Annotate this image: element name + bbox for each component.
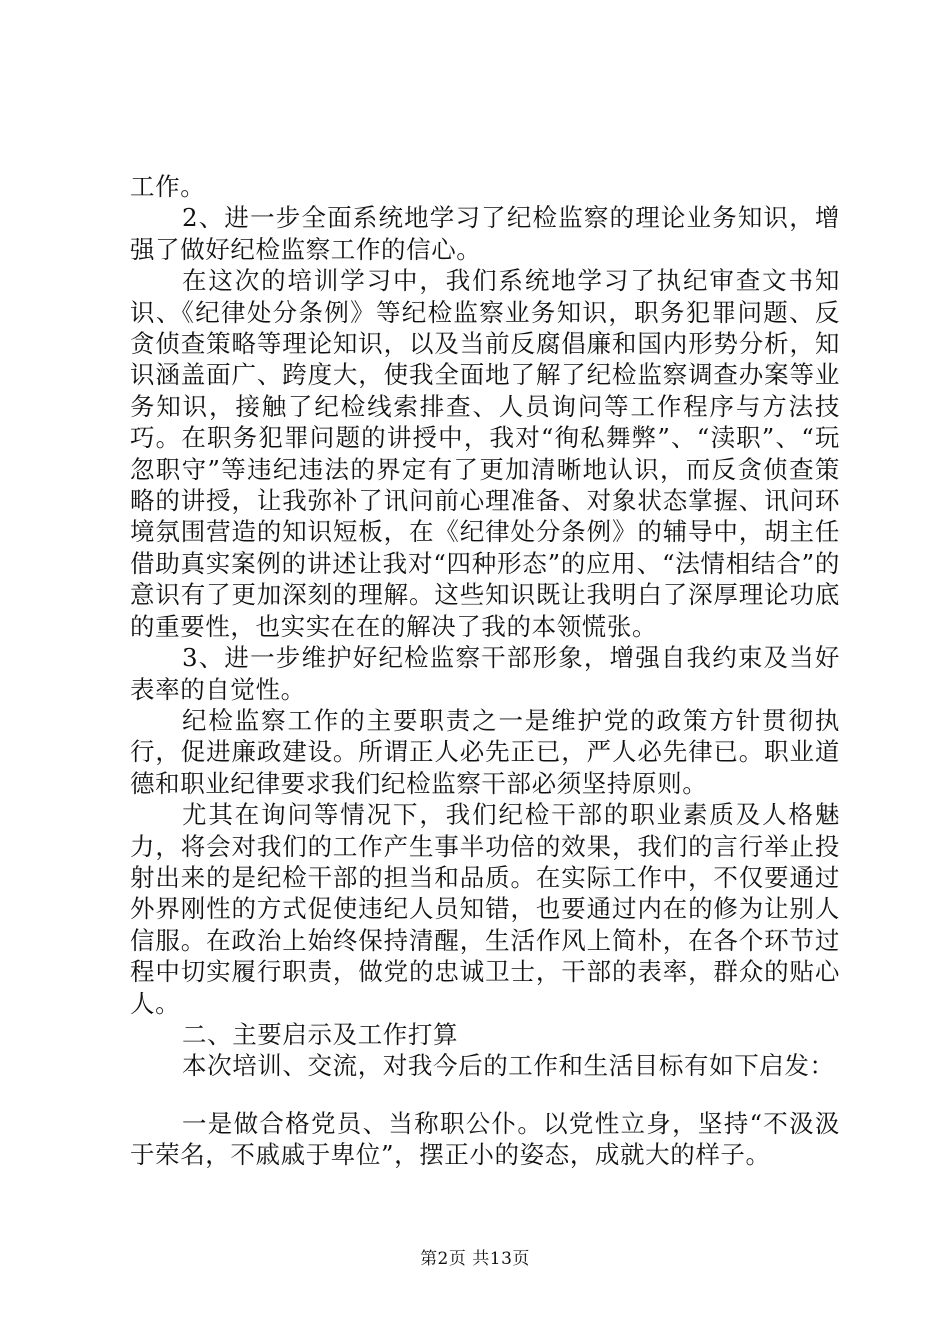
page-number-footer: 第2页 共13页 [420, 1249, 530, 1269]
paragraph-continuation: 工作。 [130, 172, 206, 201]
paragraph-point-one: 一是做合格党员、当称职公仆。以党性立身，坚持“不汲汲于荣名，不戚戚于卑位”，摆正小的姿态，成就大的样子。 [130, 1108, 840, 1170]
heading-item-2: 2、进一步全面系统地学习了纪检监察的理论业务知识，增强了做好纪检监察工作的信心。 [130, 203, 840, 264]
paragraph-main-duties: 纪检监察工作的主要职责之一是维护党的政策方针贯彻执行，促进廉政建设。所谓正人必先正已，严人必先律已。职业道德和职业纪律要求我们纪检监察干部必须坚持原则。 [130, 705, 840, 798]
paragraph-training-content: 在这次的培训学习中，我们系统地学习了执纪审查文书知识、《纪律处分条例》等纪检监察业务知识，职务犯罪问题、反贪侦查策略等理论知识，以及当前反腐倡廉和国内形势分析，知识涵盖面广、跨度大，使我全面地了解了纪检监察调查办案等业务知识，接触了纪检线索排查、人员询问等工作程序与方法技巧。在职务犯罪问题的讲授中，我对“徇私舞弊”、“渎职”、“玩忽职守”等违纪违法的界定有了更加清晰地认识，而反贪侦查策略的讲授，让我弥补了讯问前心理准备、对象状态掌握、讯问环境氛围营造的知识短板，在《纪律处分条例》的辅导中，胡主任借助真实案例的讲述让我对“四种形态”的应用、“法情相结合”的意识有了更加深刻的理解。这些知识既让我明白了深厚理论功底的重要性，也实实在在的解决了我的本领慌张。 [130, 266, 840, 641]
paragraph-professional-quality: 尤其在询问等情况下，我们纪检干部的职业素质及人格魅力，将会对我们的工作产生事半功倍的效果，我们的言行举止投射出来的是纪检干部的担当和品质。在实际工作中，不仅要通过外界刚性的方式促使违纪人员知错，也要通过内在的修为让别人信服。在政治上始终保持清醒，生活作风上简朴，在各个环节过程中切实履行职责，做党的忠诚卫士，干部的表率，群众的贴心人。 [130, 800, 840, 1018]
heading-item-3: 3、进一步维护好纪检监察干部形象，增强自我约束及当好表率的自觉性。 [130, 643, 840, 704]
document-body [130, 171, 840, 1171]
paragraph-inspiration-intro: 本次培训、交流，对我今后的工作和生活目标有如下启发： [182, 1051, 835, 1081]
section-heading-2: 二、主要启示及工作打算 [182, 1019, 459, 1049]
